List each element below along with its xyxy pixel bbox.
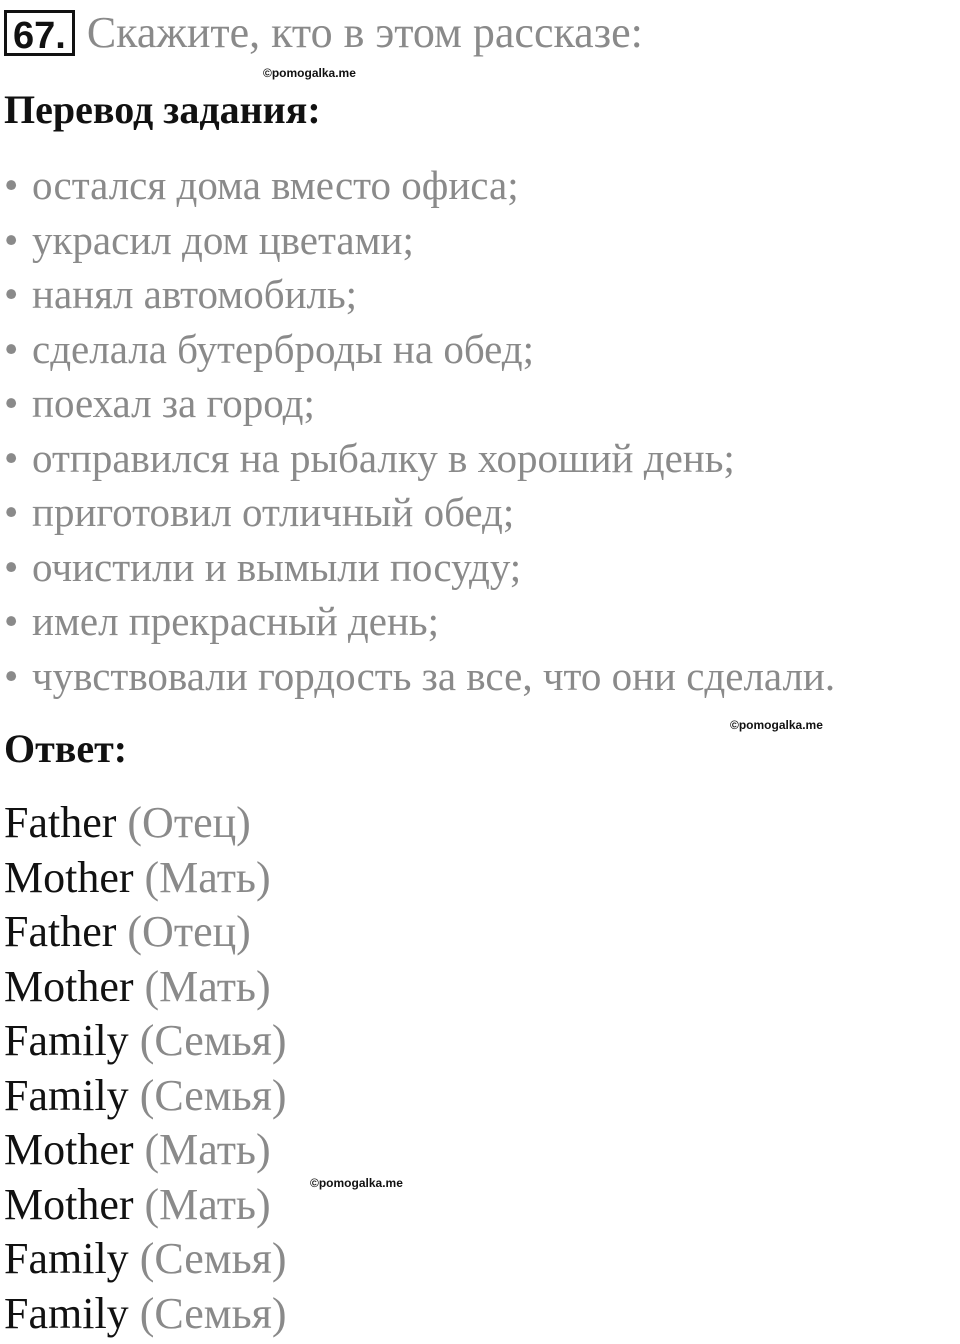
answer-item bbox=[4, 1123, 287, 1178]
watermark: ©pomogalka.me bbox=[730, 718, 823, 732]
answer-russian: (Мать) bbox=[144, 1179, 271, 1229]
answer-english: Mother bbox=[4, 1179, 134, 1229]
task-number: 67. bbox=[4, 10, 75, 56]
list-item: • нанял автомобиль; bbox=[4, 267, 835, 322]
answer-item bbox=[4, 851, 287, 906]
answer-item bbox=[4, 960, 287, 1015]
bullet-icon: • bbox=[4, 162, 19, 208]
answer-russian: (Семья) bbox=[139, 1070, 287, 1120]
answer-english: Family bbox=[4, 1234, 129, 1283]
answer-russian: (Мать) bbox=[144, 1125, 271, 1174]
list-item: • приготовил отличный обед; bbox=[4, 485, 835, 540]
list-item: • чувствовали гордость за все, что они сделали. bbox=[4, 649, 835, 704]
answer-russian: (Семья) bbox=[139, 1288, 287, 1338]
bullet-icon: • bbox=[4, 652, 19, 699]
answer-english: Mother bbox=[4, 961, 134, 1011]
answer-title: Ответ: bbox=[4, 726, 128, 771]
list-item: • украсил дом цветами; bbox=[4, 213, 835, 268]
task-prompt: Скажите, кто в этом рассказе: bbox=[86, 8, 643, 57]
bullet-icon: • bbox=[4, 543, 19, 590]
answer-list bbox=[4, 796, 287, 1341]
answer-english: Father bbox=[4, 798, 117, 847]
bullet-icon: • bbox=[4, 216, 19, 263]
bullet-icon: • bbox=[4, 598, 19, 644]
answer-item bbox=[4, 796, 287, 851]
watermark: ©pomogalka.me bbox=[263, 66, 356, 80]
list-item: • отправился на рыбалку в хороший день; bbox=[4, 431, 835, 486]
bullet-icon: • bbox=[4, 489, 19, 535]
answer-item bbox=[4, 1287, 287, 1342]
answer-english: Mother bbox=[4, 1125, 134, 1174]
list-item: • имел прекрасный день; bbox=[4, 594, 835, 649]
answer-item bbox=[4, 1178, 287, 1233]
answer-english: Family bbox=[4, 1016, 129, 1065]
answer-item bbox=[4, 905, 287, 960]
answer-russian: (Отец) bbox=[127, 907, 251, 956]
answer-russian: (Семья) bbox=[139, 1016, 287, 1065]
task-header bbox=[4, 6, 643, 60]
answer-russian: (Мать) bbox=[144, 852, 271, 902]
answer-english: Mother bbox=[4, 852, 134, 902]
answer-russian: (Семья) bbox=[139, 1234, 287, 1283]
answer-item bbox=[4, 1014, 287, 1069]
answer-english: Father bbox=[4, 907, 117, 956]
bullet-icon: • bbox=[4, 325, 19, 372]
answer-item bbox=[4, 1069, 287, 1124]
bullet-icon: • bbox=[4, 380, 19, 426]
translation-list bbox=[4, 158, 835, 703]
list-item: • остался дома вместо офиса; bbox=[4, 158, 835, 213]
watermark: ©pomogalka.me bbox=[310, 1176, 403, 1190]
list-item: • очистили и вымыли посуду; bbox=[4, 540, 835, 595]
answer-russian: (Отец) bbox=[127, 798, 251, 847]
answer-english: Family bbox=[4, 1070, 129, 1120]
answer-russian: (Мать) bbox=[144, 961, 271, 1011]
bullet-icon: • bbox=[4, 434, 19, 481]
list-item: • сделала бутерброды на обед; bbox=[4, 322, 835, 377]
list-item: • поехал за город; bbox=[4, 376, 835, 431]
answer-item bbox=[4, 1232, 287, 1287]
answer-english: Family bbox=[4, 1288, 129, 1338]
translation-title: Перевод задания: bbox=[4, 87, 321, 132]
bullet-icon: • bbox=[4, 271, 19, 317]
